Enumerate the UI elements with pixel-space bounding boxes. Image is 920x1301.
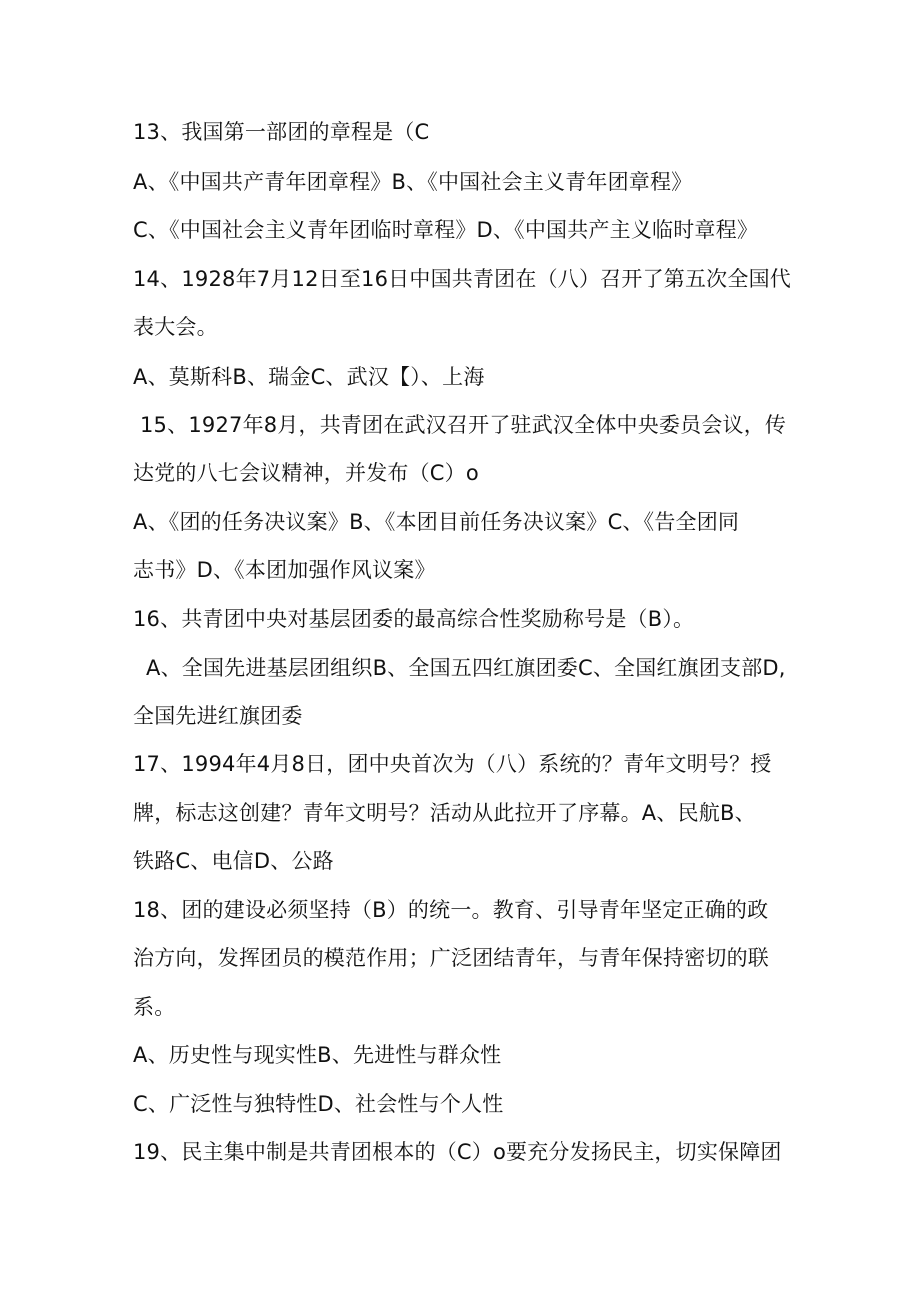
q15-options-line1: A、《团的任务决议案》B、《本团目前任务决议案》C、《告全团同 [133, 510, 740, 534]
q14-stem-line1: 14、1928年7月12日至16日中国共青团在（八）召开了第五次全国代 [133, 267, 791, 291]
q16-options-line1: A、全国先进基层团组织B、全国五四红旗团委C、全国红旗团支部D, [146, 656, 786, 680]
q15-stem-line1: 15、1927年8月，共青团在武汉召开了驻武汉全体中央委员会议，传 [140, 413, 787, 437]
q17-stem-line2: 牌，标志这创建？青年文明号？活动从此拉开了序幕。A、民航B、 [133, 801, 756, 825]
q17-options: 铁路C、电信D、公路 [133, 849, 334, 873]
q16-stem: 16、共青团中央对基层团委的最高综合性奖励称号是（B）。 [133, 607, 695, 631]
q13-stem: 13、我国第一部团的章程是（C [133, 120, 430, 144]
q14-stem-line2: 表大会。 [133, 315, 218, 339]
q18-options-ab: A、历史性与现实性B、先进性与群众性 [133, 1043, 502, 1067]
q18-options-cd: C、广泛性与独特性D、社会性与个人性 [133, 1092, 504, 1116]
q13-options-ab: A、《中国共产青年团章程》B、《中国社会主义青年团章程》 [133, 170, 693, 194]
q19-stem-line1: 19、民主集中制是共青团根本的（C）o要充分发扬民主，切实保障团 [133, 1140, 782, 1164]
q16-options-line2: 全国先进红旗团委 [133, 704, 303, 728]
q13-options-cd: C、《中国社会主义青年团临时章程》D、《中国共产主义临时章程》 [133, 218, 759, 242]
q15-options-line2: 志书》D、《本团加强作风议案》 [133, 558, 436, 582]
q15-stem-line2: 达党的八七会议精神，并发布（C）o [133, 461, 479, 485]
q18-stem-line2: 治方向，发挥团员的模范作用；广泛团结青年，与青年保持密切的联 [133, 946, 769, 970]
q14-options: A、莫斯科B、瑞金C、武汉【）、上海 [133, 365, 485, 389]
q18-stem-line1: 18、团的建设必须坚持（B）的统一。教育、引导青年坚定正确的政 [133, 898, 769, 922]
q17-stem-line1: 17、1994年4月8日，团中央首次为（八）系统的？青年文明号？授 [133, 752, 772, 776]
q18-stem-line3: 系。 [133, 995, 176, 1019]
